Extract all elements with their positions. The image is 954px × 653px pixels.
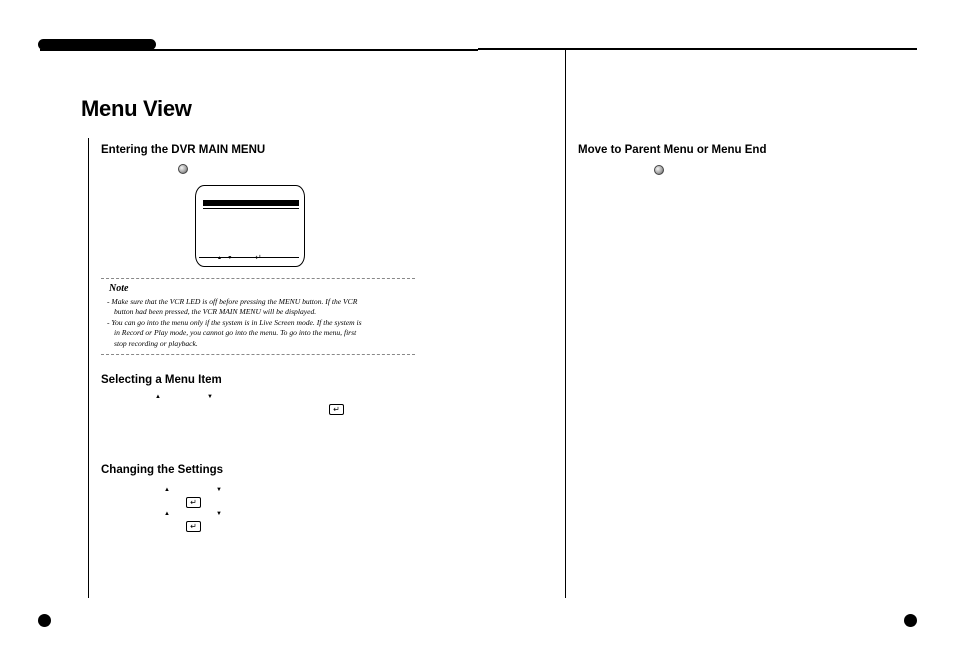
page-corner-dot-left — [38, 614, 51, 627]
note-line: stop recording or playback. — [114, 339, 198, 348]
round-bullet-icon — [654, 165, 664, 175]
heading-parent-menu: Move to Parent Menu or Menu End — [578, 144, 767, 156]
note-title: Note — [109, 283, 129, 294]
tv-bottom-divider — [199, 257, 299, 258]
heading-entering-main-menu: Entering the DVR MAIN MENU — [101, 144, 266, 156]
note-line: - Make sure that the VCR LED is off before pressing the MENU button. If the VCR — [107, 297, 358, 306]
page-title: Menu View — [81, 96, 192, 121]
up-arrow-icon: ▲ — [164, 487, 170, 493]
tv-highlight-bar — [203, 200, 299, 206]
page-divider — [565, 50, 566, 598]
round-bullet-icon — [178, 164, 188, 174]
tv-divider — [203, 208, 299, 209]
enter-key-icon: ↵ — [186, 497, 201, 508]
note-line: - You can go into the menu only if the system is in Live Screen mode. If the system is — [107, 318, 362, 327]
tv-screen-illustration — [195, 185, 305, 267]
header-rule-left — [40, 49, 478, 51]
note-line: in Record or Play mode, you cannot go into the menu. To go into the menu, first — [114, 328, 357, 337]
up-arrow-icon: ▲ — [164, 511, 170, 517]
down-arrow-icon: ▼ — [216, 511, 222, 517]
note-line: button had been pressed, the VCR MAIN MENU will be displayed. — [114, 307, 317, 316]
page-corner-dot-right — [904, 614, 917, 627]
tv-enter-icon: ↵ — [255, 253, 262, 262]
header-rule-right — [478, 48, 917, 50]
down-arrow-icon: ▼ — [207, 394, 213, 400]
tv-arrows-icon: ▲ ▼ — [217, 255, 235, 261]
down-arrow-icon: ▼ — [216, 487, 222, 493]
note-top-border — [101, 278, 415, 279]
enter-key-icon: ↵ — [186, 521, 201, 532]
heading-changing-settings: Changing the Settings — [101, 464, 224, 476]
left-margin-rule — [88, 138, 89, 598]
note-bottom-border — [101, 354, 415, 355]
up-arrow-icon: ▲ — [155, 394, 161, 400]
heading-selecting-menu-item: Selecting a Menu Item — [101, 374, 222, 386]
enter-key-icon: ↵ — [329, 404, 344, 415]
